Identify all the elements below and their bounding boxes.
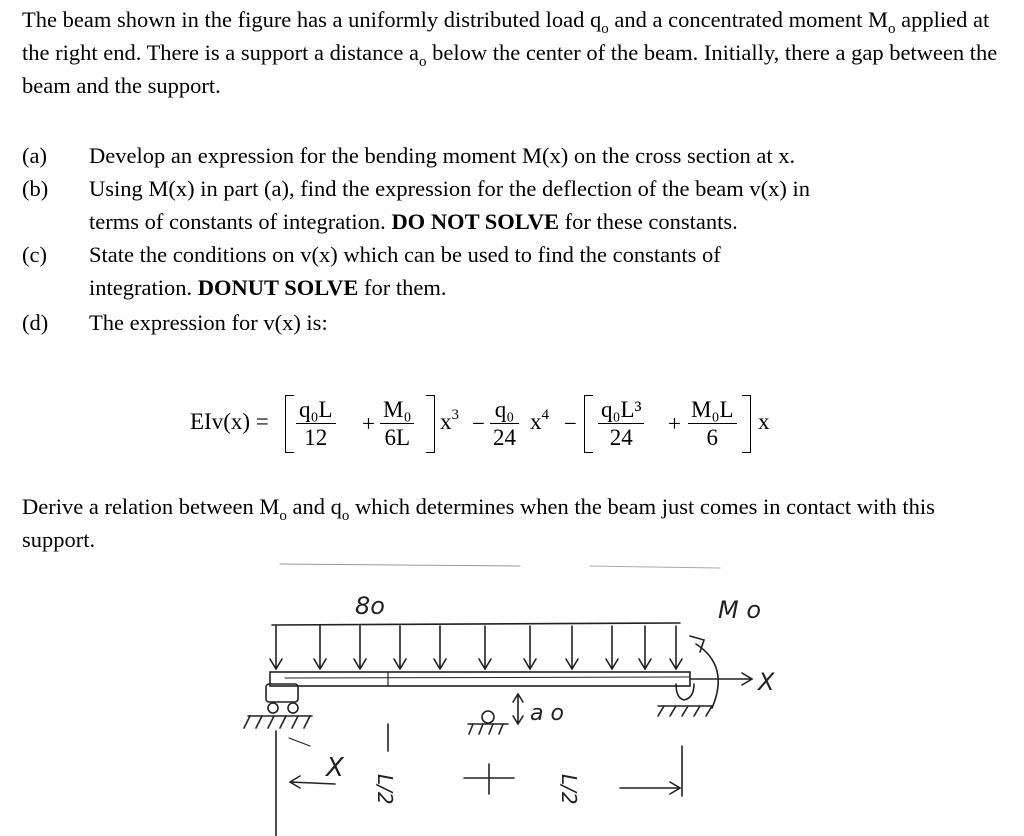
middle-support bbox=[482, 711, 494, 723]
minus-sign-2: − bbox=[564, 411, 577, 436]
gap-label: a o bbox=[530, 701, 564, 726]
x-axis-arrow bbox=[690, 673, 752, 685]
dim-arrow-right bbox=[620, 782, 680, 794]
part-b-label: (b) bbox=[22, 176, 49, 201]
bracket-open-2 bbox=[584, 395, 593, 453]
fraction-q-24: q₀ 24 bbox=[490, 397, 519, 452]
bracket-close-1 bbox=[426, 395, 435, 453]
load-label: 8o bbox=[355, 592, 385, 620]
load-top-line bbox=[272, 623, 680, 625]
half-span-left-label: L/2 bbox=[373, 774, 397, 805]
bracket-close-2 bbox=[742, 395, 751, 453]
plus-sign-2: + bbox=[668, 411, 681, 436]
fraction-qL-12: q₀L 12 bbox=[296, 397, 336, 452]
moment-arc bbox=[696, 644, 718, 708]
part-c-continuation: integration. DONUT SOLVE for them. bbox=[89, 275, 447, 300]
faint-rule-2 bbox=[590, 566, 720, 568]
problem-intro: The beam shown in the figure has a uniformly distributed load $q_o$ and a concentrated moment $M_o$ applied at the right end. There is a support a distance $a_o$ below the center of the beam. Initially, there a gap between the beam and the support. bbox=[22, 7, 998, 98]
half-span-right-label: L/2 bbox=[557, 774, 581, 805]
x-axis-label: X bbox=[758, 668, 775, 696]
x-dimension-label: X bbox=[326, 753, 344, 783]
beam-inner-line bbox=[285, 677, 690, 678]
beam-body bbox=[270, 672, 690, 686]
part-c-emphasis: DONUT SOLVE bbox=[197, 275, 359, 300]
part-a-label: (a) bbox=[22, 143, 47, 168]
plus-sign: + bbox=[362, 411, 375, 436]
part-b-continuation: terms of constants of integration. DO NOT SOLVE for these constants. bbox=[89, 209, 738, 234]
part-a-text: Develop an expression for the bending moment M(x) on the cross section at x. bbox=[89, 143, 796, 168]
moment-label: M o bbox=[718, 596, 762, 624]
part-c-text: State the conditions on v(x) which can be used to find the constants of bbox=[89, 242, 721, 267]
x-cubed: $x^3$ bbox=[440, 407, 459, 434]
faint-rule bbox=[280, 564, 520, 566]
part-d-text: The expression for v(x) is: bbox=[89, 310, 328, 335]
x-term: x bbox=[758, 409, 770, 434]
equation-lhs: EIv(x) = bbox=[190, 409, 269, 434]
problem-conclusion: Derive a relation between $M_o$ and $q_o$ which determines when the beam just comes in contact with this support. bbox=[22, 494, 935, 552]
part-b-text: Using M(x) in part (a), find the expression for the deflection of the beam v(x) in bbox=[89, 176, 811, 201]
gap-arrow bbox=[513, 694, 523, 724]
part-b-emphasis: DO NOT SOLVE bbox=[391, 209, 560, 234]
beam-figure bbox=[0, 556, 1024, 836]
part-c-label: (c) bbox=[22, 242, 47, 267]
part-d-label: (d) bbox=[22, 310, 49, 335]
center-mark bbox=[464, 764, 514, 794]
bracket-open-1 bbox=[285, 395, 294, 453]
x-fourth: $x^4$ bbox=[530, 407, 549, 434]
fraction-M-6L: M₀ 6L bbox=[380, 397, 414, 452]
fraction-ML-6: M₀L 6 bbox=[688, 397, 737, 452]
load-arrows bbox=[270, 626, 682, 669]
minus-sign: − bbox=[472, 411, 485, 436]
fraction-qL3-24: q₀L³ 24 bbox=[598, 397, 644, 452]
